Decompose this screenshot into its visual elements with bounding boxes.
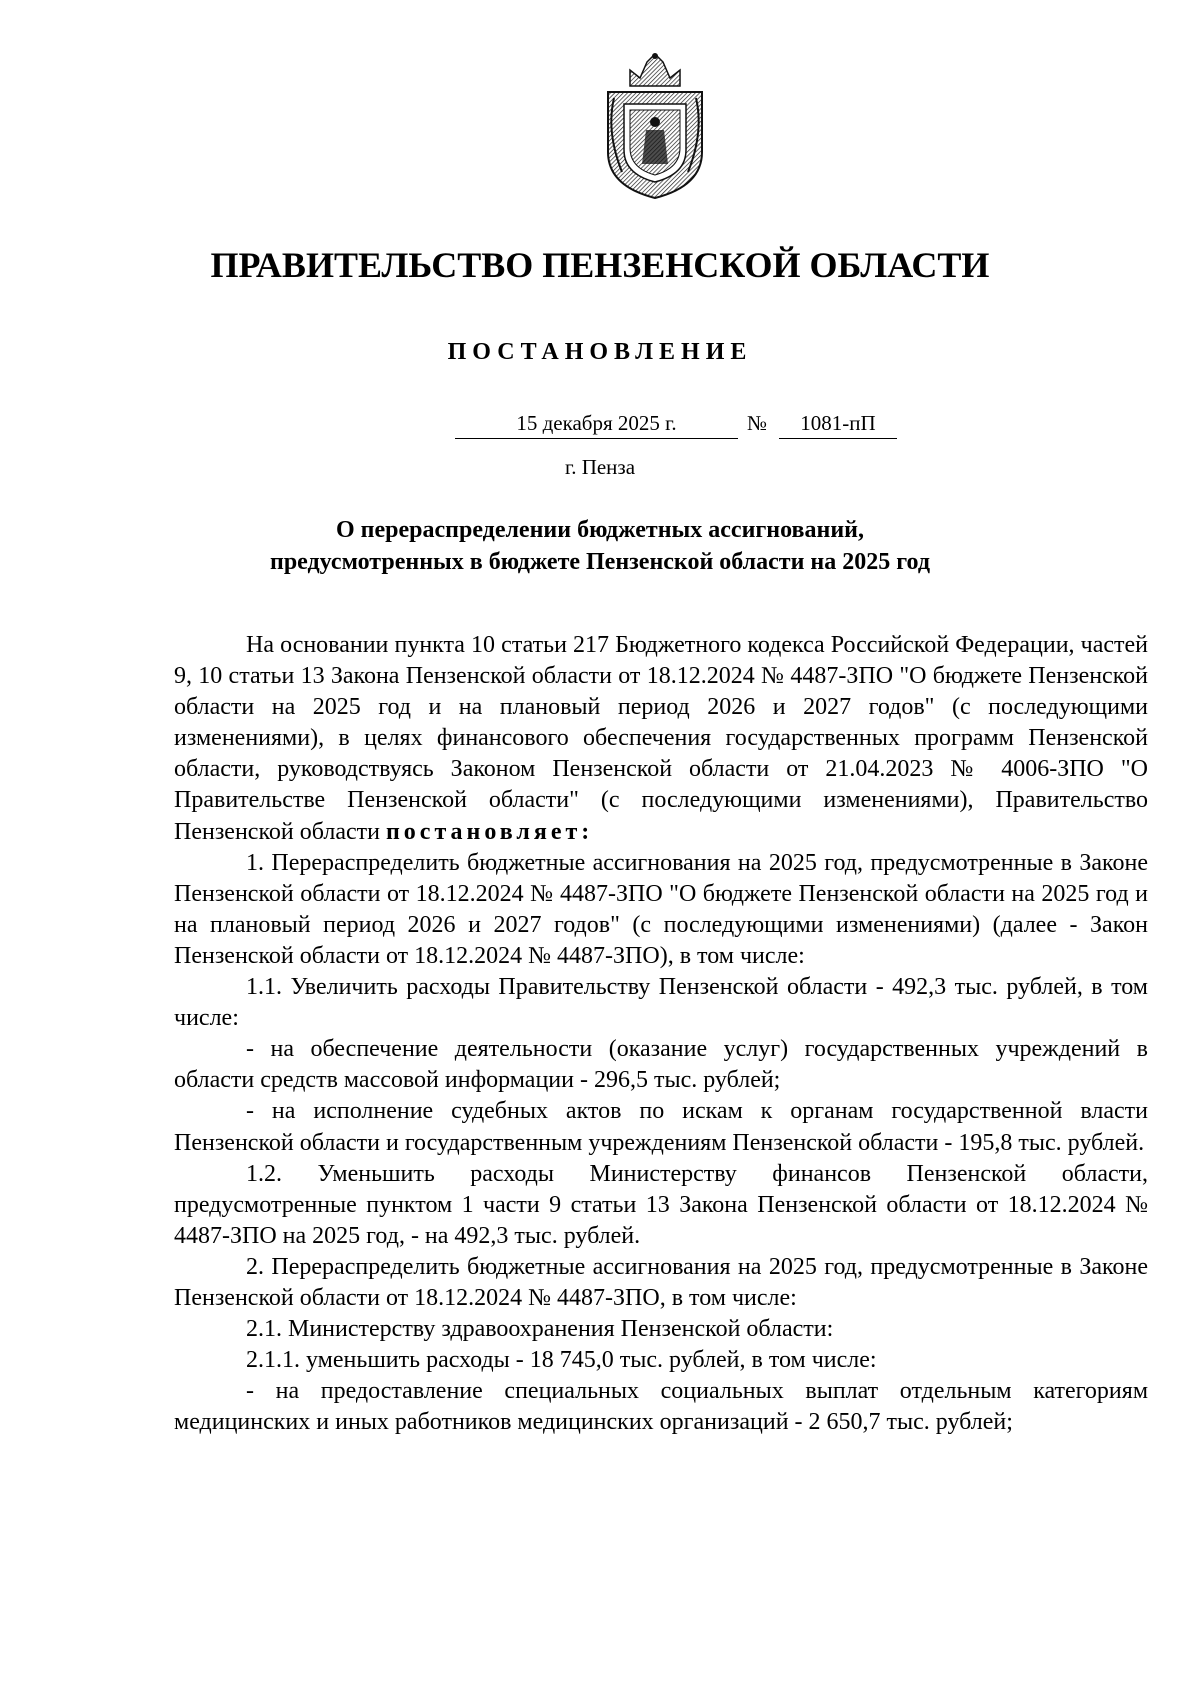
- document-meta: [0, 408, 1200, 438]
- body-paragraph: 1.2. Уменьшить расходы Министерству финансов Пензенской области, предусмотренные пунктом 1 части 9 статьи 13 Закона Пензенской области от 18.12.2024 № 4487-ЗПО на 2025 год, - на 492,3 тыс. рублей.: [174, 1160, 1148, 1249]
- number-sign: №: [747, 411, 768, 435]
- document-body: [174, 630, 1148, 1438]
- document-type: ПОСТАНОВЛЕНИЕ: [447, 339, 753, 365]
- body-paragraph: 1. Перераспределить бюджетные ассигнования на 2025 год, предусмотренные в Законе Пензенской области от 18.12.2024 № 4487-ЗПО "О бюджете Пензенской области на 2025 год и на плановый период 2026 и 2027 годов" (с последующими изменениями) (далее - Закон Пензенской области от 18.12.2024 № 4487-ЗПО), в том числе:: [174, 849, 1148, 969]
- document-place: г. Пенза: [564, 455, 636, 479]
- subject-line-1: О перераспределении бюджетных ассигнований,: [336, 517, 864, 543]
- body-paragraph: 2.1.1. уменьшить расходы - 18 745,0 тыс. рублей, в том числе:: [246, 1347, 877, 1374]
- coat-of-arms-emblem: [600, 52, 710, 200]
- body-paragraph: - на исполнение судебных актов по искам к органам государственной власти Пензенской области и государственным учреждениям Пензенской области - 195,8 тыс. рублей.: [174, 1098, 1148, 1156]
- body-paragraph: 2. Перераспределить бюджетные ассигнования на 2025 год, предусмотренные в Законе Пензенской области от 18.12.2024 № 4487-ЗПО, в том числе:: [174, 1253, 1148, 1311]
- decree-word: постановляет:: [385, 818, 594, 845]
- body-paragraph: 2.1. Министерству здравоохранения Пензенской области:: [246, 1316, 834, 1343]
- preamble-paragraph: [174, 630, 1148, 848]
- body-paragraph: - на обеспечение деятельности (оказание услуг) государственных учреждений в области средств массовой информации - 296,5 тыс. рублей;: [174, 1036, 1148, 1094]
- document-number: 1081-пП: [779, 408, 897, 439]
- preamble-text: На основании пункта 10 статьи 217 Бюджетного кодекса Российской Федерации, частей 9, 10 статьи 13 Закона Пензенской области от 18.12.2024 № 4487-ЗПО "О бюджете Пензенской области на 2025 год и на плановый период 2026 и 2027 годов" (с последующими изменениями), в целях финансового обеспечения государственных программ Пензенской области, руководствуясь Законом Пензенской области от 21.04.2023 № 4006-ЗПО "О Правительстве Пензенской области" (с последующими изменениями), Правительство Пензенской области: [174, 632, 1148, 845]
- document-subject: [0, 514, 1200, 578]
- document-date: 15 декабря 2025 г.: [455, 408, 738, 439]
- subject-line-2: предусмотренных в бюджете Пензенской области на 2025 год: [270, 549, 930, 575]
- body-paragraph: - на предоставление специальных социальных выплат отдельным категориям медицинских и иных работников медицинских организаций - 2 650,7 тыс. рублей;: [174, 1378, 1148, 1436]
- organization-title: ПРАВИТЕЛЬСТВО ПЕНЗЕНСКОЙ ОБЛАСТИ: [210, 245, 990, 285]
- body-paragraph: 1.1. Увеличить расходы Правительству Пензенской области - 492,3 тыс. рублей, в том числе:: [174, 974, 1148, 1032]
